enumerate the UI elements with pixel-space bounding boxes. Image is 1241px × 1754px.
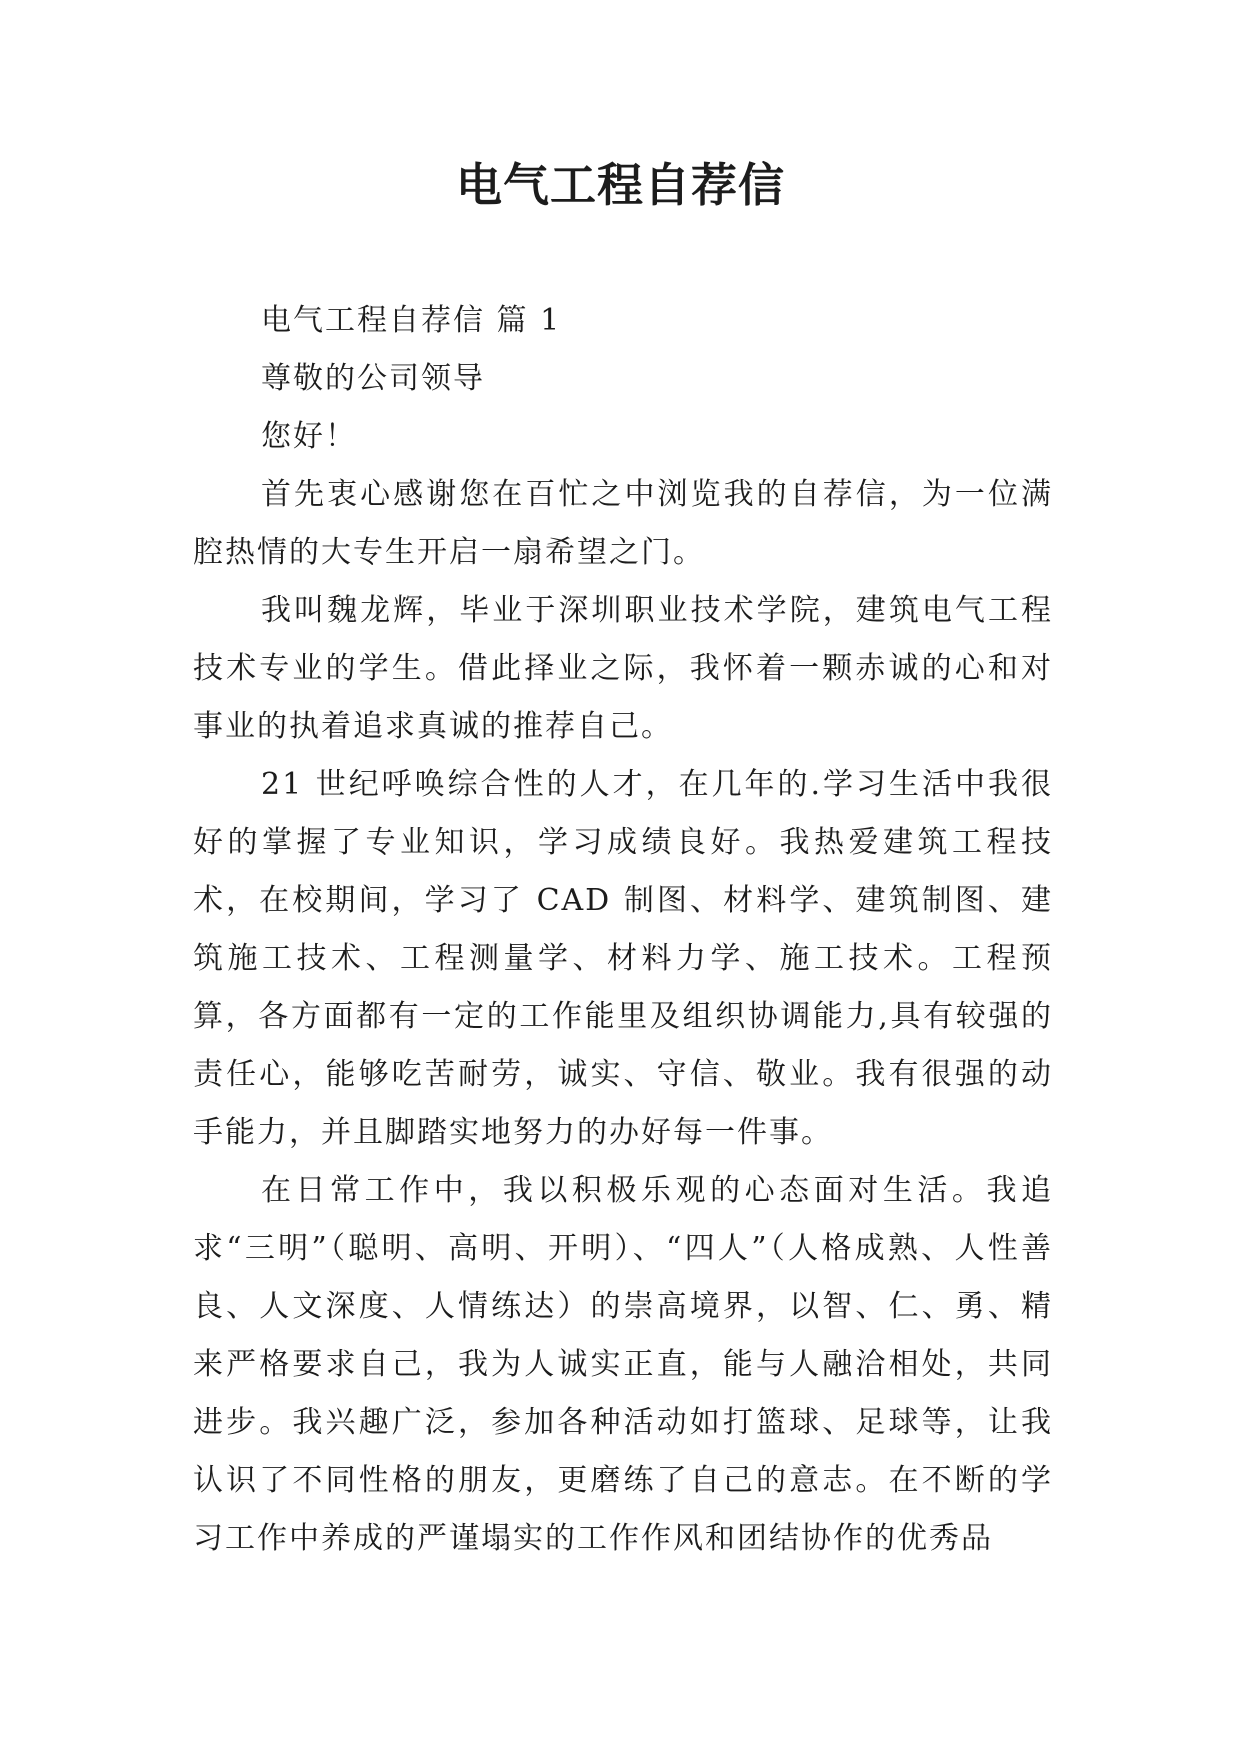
greeting: 您好！ [261,419,357,454]
paragraph-skills: 21 世纪呼唤综合性的人才，在几年的.学习生活中我很好的掌握了专业知识，学习成绩良好。我热爱建筑工程技术，在校期间，学习了 CAD 制图、材料学、建筑制图、建筑施工技术、工程测量学、材料力学、施工技术。工程预算，各方面都有一定的工作能里及组织协调能力,具有较强的责任心，能够吃苦耐劳，诚实、守信、敬业。我有很强的动手能力，并且脚踏实地努力的办好每一件事。 [193,767,1053,1150]
document-title: 电气工程自荐信 [456,158,785,212]
document-body [193,292,1053,1568]
paragraph-introduction: 我叫魏龙辉，毕业于深圳职业技术学院，建筑电气工程技术专业的学生。借此择业之际，我怀着一颗赤诚的心和对事业的执着追求真诚的推荐自己。 [193,593,1053,744]
section-heading: 电气工程自荐信 篇 1 [261,303,562,338]
paragraph-thanks: 首先衷心感谢您在百忙之中浏览我的自荐信，为一位满腔热情的大专生开启一扇希望之门。 [193,477,1053,570]
paragraph-character: 在日常工作中，我以积极乐观的心态面对生活。我追求“三明”（聪明、高明、开明）、“四人”（人格成熟、人性善良、人文深度、人情练达）的崇高境界，以智、仁、勇、精来严格要求自己，我为人诚实正直，能与人融洽相处，共同进步。我兴趣广泛，参加各种活动如打篮球、足球等，让我认识了不同性格的朋友，更磨练了自己的意志。在不断的学习工作中养成的严谨塌实的工作作风和团结协作的优秀品 [193,1173,1053,1556]
salutation: 尊敬的公司领导 [261,361,485,396]
